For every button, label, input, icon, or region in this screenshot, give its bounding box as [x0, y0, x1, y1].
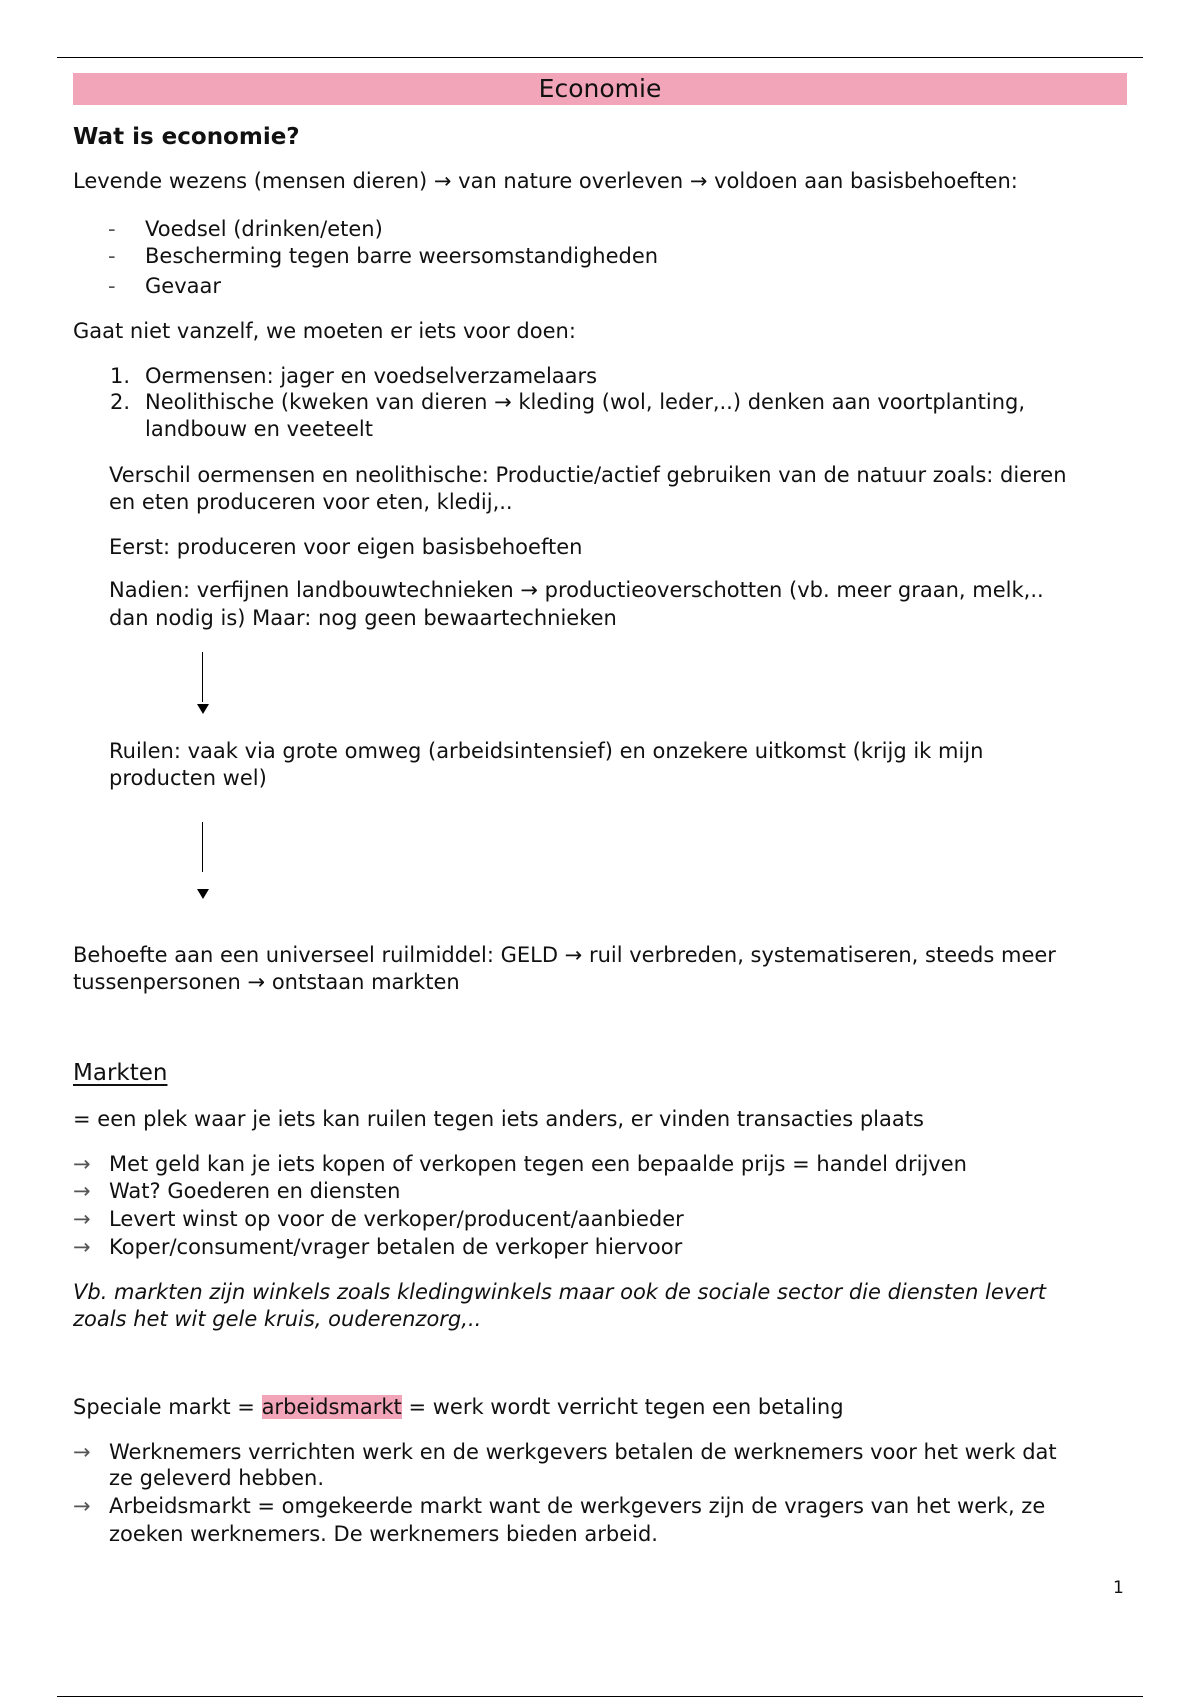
top-rule — [57, 57, 1143, 58]
section-heading-wat-is-economie: Wat is economie? — [73, 124, 300, 150]
arrow-list-item: Met geld kan je iets kopen of verkopen tegen een bepaalde prijs = handel drijven — [109, 1152, 967, 1176]
nadien-paragraph-continuation: dan nodig is) Maar: nog geen bewaartechnieken — [109, 606, 617, 630]
bullet-marker: - — [108, 217, 116, 241]
arrow-list-item: Levert winst op voor de verkoper/producent/aanbieder — [109, 1207, 684, 1231]
arrow-list-item: Wat? Goederen en diensten — [109, 1179, 401, 1203]
gaat-paragraph: Gaat niet vanzelf, we moeten er iets voor doen: — [73, 319, 576, 343]
eerst-paragraph: Eerst: produceren voor eigen basisbehoeften — [109, 535, 583, 559]
down-arrow-line — [202, 652, 203, 702]
nadien-paragraph: Nadien: verfijnen landbouwtechnieken → productieoverschotten (vb. meer graan, melk,.. — [109, 578, 1044, 602]
numbered-item-continuation: landbouw en veeteelt — [145, 417, 373, 441]
markten-definition: = een plek waar je iets kan ruilen tegen iets anders, er vinden transacties plaats — [73, 1107, 924, 1131]
speciale-markt-paragraph — [73, 1394, 844, 1421]
down-arrow-head — [197, 889, 209, 899]
bullet-marker: - — [108, 274, 116, 298]
arrow-list-item: Koper/consument/vrager betalen de verkoper hiervoor — [109, 1235, 683, 1259]
numbered-item: Oermensen: jager en voedselverzamelaars — [145, 364, 598, 388]
down-arrow-line — [202, 822, 203, 872]
arrow-marker: → — [73, 1179, 91, 1203]
arbeid-list-item-continuation: ze geleverd hebben. — [109, 1466, 325, 1490]
example-paragraph: Vb. markten zijn winkels zoals kledingwinkels maar ook de sociale sector die diensten levert — [73, 1280, 1047, 1304]
behoefte-paragraph-continuation: tussenpersonen → ontstaan markten — [73, 970, 460, 994]
bullet-marker: - — [108, 244, 116, 268]
behoefte-paragraph: Behoefte aan een universeel ruilmiddel: GELD → ruil verbreden, systematiseren, steeds meer — [73, 943, 1056, 967]
section-heading-markten: Markten — [73, 1060, 168, 1086]
numbered-item: Neolithische (kweken van dieren → kleding (wol, leder,..) denken aan voortplanting, — [145, 390, 1026, 414]
verschil-paragraph: Verschil oermensen en neolithische: Productie/actief gebruiken van de natuur zoals: dieren — [109, 463, 1067, 487]
arrow-marker: → — [73, 1440, 91, 1464]
bullet-item: Gevaar — [145, 274, 221, 298]
list-number: 1. — [109, 364, 130, 388]
example-paragraph-continuation: zoals het wit gele kruis, ouderenzorg,.. — [73, 1307, 482, 1331]
bullet-item: Voedsel (drinken/eten) — [145, 217, 383, 241]
down-arrow-head — [197, 704, 209, 714]
arbeid-list-item: Arbeidsmarkt = omgekeerde markt want de werkgevers zijn de vragers van het werk, ze — [109, 1494, 1046, 1518]
highlighted-term-arbeidsmarkt: arbeidsmarkt — [261, 1395, 402, 1419]
arrow-marker: → — [73, 1494, 91, 1518]
ruilen-paragraph: Ruilen: vaak via grote omweg (arbeidsintensief) en onzekere uitkomst (krijg ik mijn — [109, 739, 984, 763]
speciale-markt-prefix: Speciale markt = — [73, 1395, 262, 1419]
page-number: 1 — [1113, 1578, 1124, 1598]
ruilen-paragraph-continuation: producten wel) — [109, 766, 267, 790]
bottom-rule — [57, 1696, 1143, 1697]
arrow-marker: → — [73, 1235, 91, 1259]
verschil-paragraph-continuation: en eten produceren voor eten, kledij,.. — [109, 490, 513, 514]
arbeid-list-item: Werknemers verrichten werk en de werkgevers betalen de werknemers voor het werk dat — [109, 1440, 1057, 1464]
document-title: Economie — [73, 73, 1127, 105]
arrow-marker: → — [73, 1152, 91, 1176]
list-number: 2. — [109, 390, 130, 414]
bullet-item: Bescherming tegen barre weersomstandigheden — [145, 244, 659, 268]
arrow-marker: → — [73, 1207, 91, 1231]
speciale-markt-suffix: = werk wordt verricht tegen een betaling — [401, 1395, 844, 1419]
arbeid-list-item-continuation: zoeken werknemers. De werknemers bieden arbeid. — [109, 1522, 658, 1546]
intro-paragraph: Levende wezens (mensen dieren) → van nature overleven → voldoen aan basisbehoeften: — [73, 169, 1018, 193]
